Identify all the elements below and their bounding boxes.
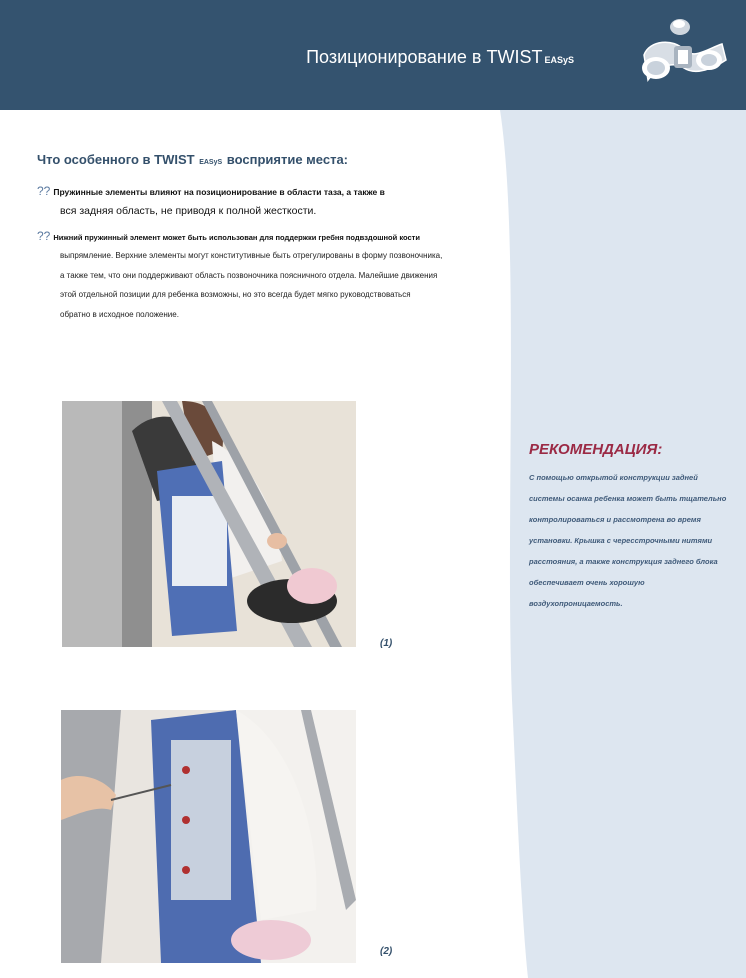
header-title-main: Позиционирование в TWIST — [306, 47, 543, 67]
bullet-1 — [37, 184, 385, 198]
twist-easys-logo-icon — [634, 10, 732, 100]
heading-start: Что особенного в TWIST — [37, 152, 195, 167]
bullet-2-line-1: Нижний пружинный элемент может быть использован для поддержки гребня подвздошной кости — [53, 233, 420, 242]
recommendation-line-7: воздухопроницаемость. — [529, 599, 623, 608]
photo-2-image — [61, 710, 356, 963]
bullet-2-line-5: обратно в исходное положение. — [60, 310, 179, 319]
recommendation-line-6: обеспечивает очень хорошую — [529, 578, 645, 587]
recommendation-line-2: системы осанка ребенка может быть тщательно — [529, 494, 727, 503]
header-title-suffix: EASyS — [544, 55, 574, 65]
heading-sub: EASyS — [199, 159, 223, 166]
photo-2 — [61, 710, 356, 963]
bullet-marker: ?? — [37, 184, 51, 198]
heading-end: восприятие места: — [226, 152, 349, 167]
photo-1-caption: (1) — [380, 638, 393, 649]
photo-1 — [62, 401, 356, 647]
bullet-1-line-2: вся задняя область, не приводя к полной жесткости. — [60, 205, 317, 217]
recommendation-line-4: установки. Крышка с чересстрочными нитями — [529, 536, 713, 545]
photo-2-caption: (2) — [380, 946, 393, 957]
section-heading — [37, 152, 348, 167]
photo-1-image — [62, 401, 356, 647]
recommendation-line-5: расстояния, а также конструкция заднего блока — [529, 557, 718, 566]
page-header — [0, 0, 746, 110]
bullet-marker: ?? — [37, 229, 51, 243]
header-title — [306, 47, 574, 68]
recommendation-line-3: контролироваться и рассмотрена во время — [529, 515, 701, 524]
bullet-2-line-4: этой отдельной позиции для ребенка возможны, но это всегда будет мягко руководствоваться — [60, 290, 411, 299]
bullet-1-line-1: Пружинные элементы влияют на позиционирование в области таза, а также в — [53, 187, 385, 197]
bullet-2-line-3: а также тем, что они поддерживают область позвоночника поясничного отдела. Малейшие движения — [60, 271, 438, 280]
bullet-2 — [37, 229, 420, 243]
recommendation-title: РЕКОМЕНДАЦИЯ: — [529, 441, 663, 458]
recommendation-line-1: С помощью открытой конструкции задней — [529, 473, 698, 482]
bullet-2-line-2: выпрямление. Верхние элементы могут конститутивные быть отрегулированы в форму позвоночника, — [60, 251, 443, 260]
